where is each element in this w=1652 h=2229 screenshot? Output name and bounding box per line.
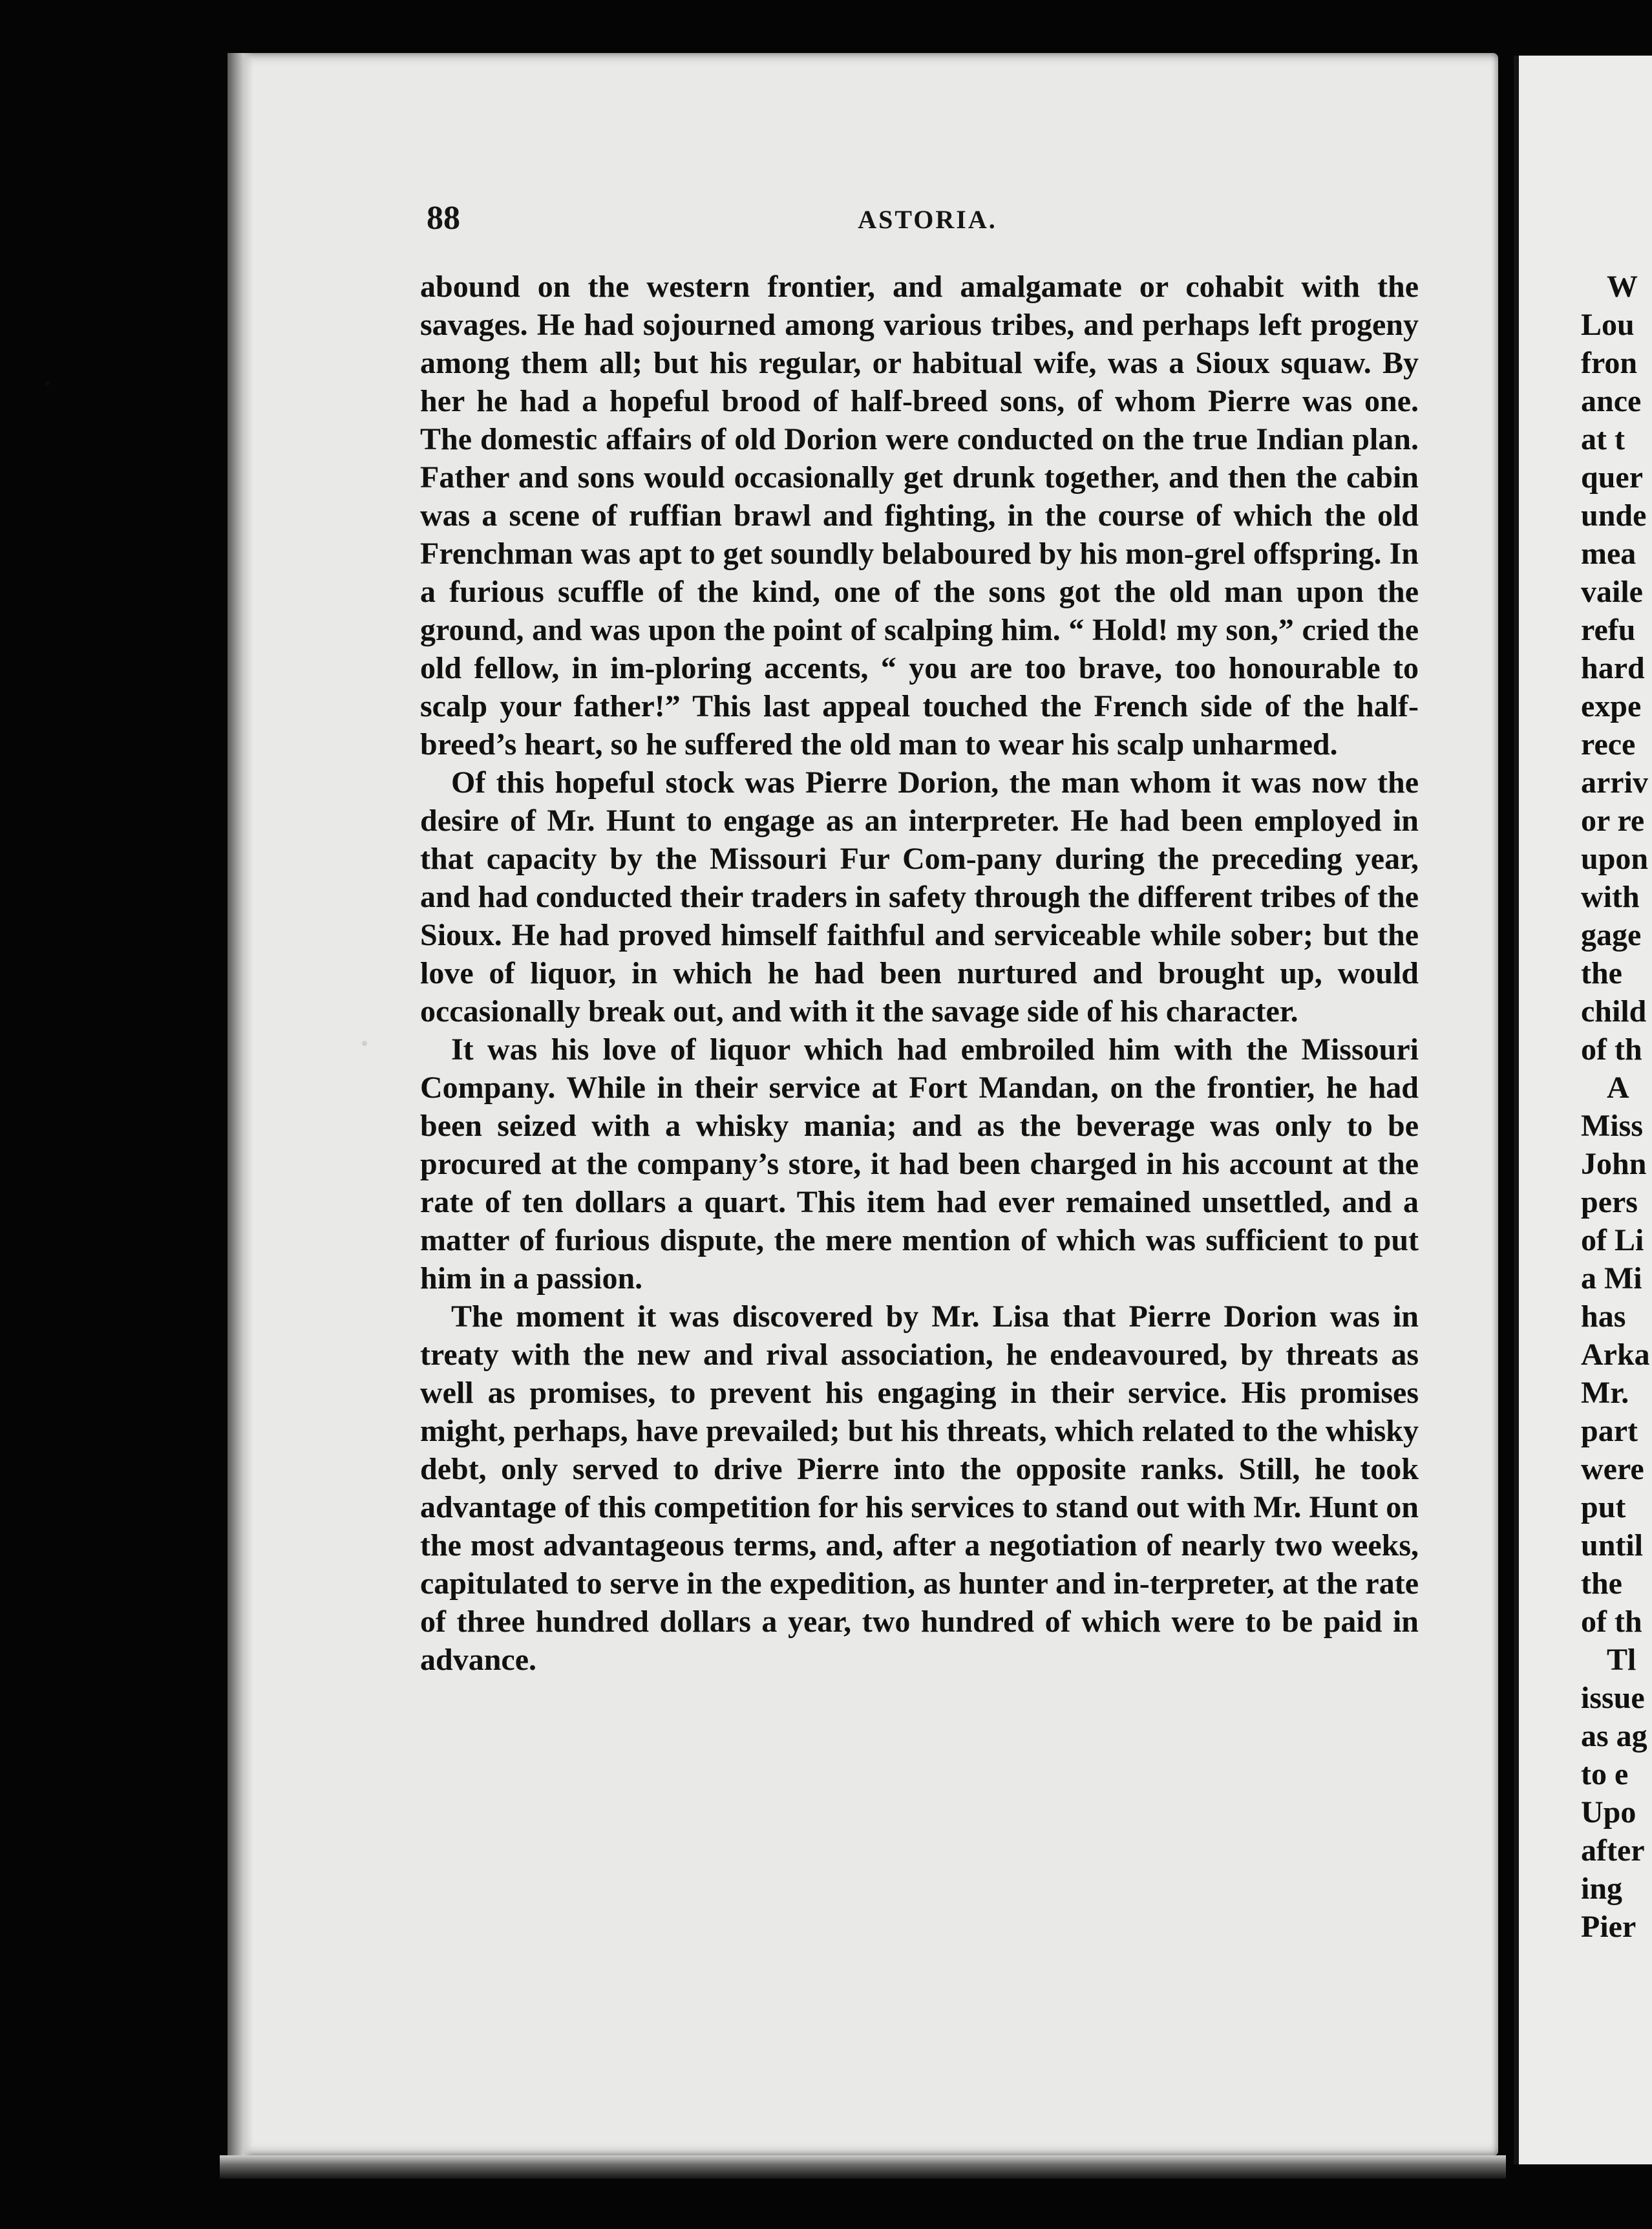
fragment-line: pers	[1581, 1185, 1638, 1219]
fragment-line: expe	[1581, 689, 1642, 723]
fragment-line: Lou	[1581, 308, 1635, 342]
paragraph-2: Of this hopeful stock was Pierre Dorion, the man whom it was now the desire of Mr. Hunt to engage as an interpreter. He had been employed in that capacity by the Missouri Fur Com-pany during the preceding year, and had conducted their traders in safety through the different tribes of the Sioux. He had proved himself faithful and serviceable while sober; but the love of liquor, in which he had been nurtured and brought up, would occasionally break out, and with it the savage side of his character.	[420, 765, 1419, 1029]
fragment-line: fron	[1581, 346, 1638, 380]
fragment-line: Pier	[1581, 1910, 1636, 1944]
fragment-line: unde	[1581, 498, 1647, 533]
fragment-line: hard	[1581, 651, 1645, 685]
fragment-line: until	[1581, 1528, 1644, 1562]
ink-speck	[362, 1041, 367, 1046]
fragment-line: mea	[1581, 537, 1636, 571]
right-page-text-fragments	[1581, 268, 1652, 1946]
fragment-line: Arka	[1581, 1338, 1650, 1372]
fragment-line: of th	[1581, 1032, 1642, 1067]
fragment-line: to e	[1581, 1757, 1629, 1791]
running-title: ASTORIA.	[858, 205, 997, 234]
fragment-line: John	[1581, 1147, 1647, 1181]
fragment-line: a Mi	[1581, 1261, 1642, 1296]
fragment-line: as ag	[1581, 1719, 1647, 1753]
fragment-line: A	[1607, 1071, 1629, 1105]
fragment-line: vaile	[1581, 575, 1643, 609]
fragment-line: child	[1581, 994, 1647, 1029]
fragment-line: ing	[1581, 1872, 1623, 1906]
fragment-line: Mr.	[1581, 1376, 1629, 1410]
paragraph-4: The moment it was discovered by Mr. Lisa that Pierre Dorion was in treaty with the new and rival association, he endeavoured, by threats as well as promises, to prevent his engaging in their service. His promises might, perhaps, have prevailed; but his threats, which related to the whisky debt, only served to drive Pierre into the opposite ranks. Still, he took advantage of this competition for his services to stand out with Mr. Hunt on the most advantageous terms, and, after a negotiation of nearly two weeks, capitulated to serve in the expedition, as hunter and in-terpreter, at the rate of three hundred dollars a year, two hundred of which were to be paid in advance.	[420, 1299, 1419, 1677]
paragraph-3: It was his love of liquor which had embroiled him with the Missouri Company. While in their service at Fort Mandan, on the frontier, he had been seized with a whisky mania; and as the beverage was only to be procured at the company’s store, it had been charged in his account at the rate of ten dollars a quart. This item had ever remained unsettled, and a matter of furious dispute, the mere mention of which was sufficient to put him in a passion.	[420, 1032, 1419, 1296]
fragment-line: of Li	[1581, 1223, 1644, 1257]
fragment-line: upon	[1581, 842, 1649, 876]
fragment-line: at t	[1581, 422, 1625, 456]
fragment-line: issue	[1581, 1681, 1645, 1715]
paragraph-1: abound on the western frontier, and amalgamate or cohabit with the savages. He had sojourned among various tribes, and perhaps left progeny among them all; but his regular, or habitual wife, was a Sioux squaw. By her he had a hopeful brood of half-breed sons, of whom Pierre was one. The domestic affairs of old Dorion were conducted on the true Indian plan. Father and sons would occasionally get drunk together, and then the cabin was a scene of ruffian brawl and fighting, in the course of which the old Frenchman was apt to get soundly belaboured by his mon-grel offspring. In a furious scuffle of the kind, one of the sons got the old man upon the ground, and was upon the point of scalping him. “ Hold! my son,” cried the old fellow, in im-ploring accents, “ you are too brave, too honourable to scalp your father!” This last appeal touched the French side of the half-breed’s heart, so he suffered the old man to wear his scalp unharmed.	[420, 270, 1419, 762]
fragment-line: Upo	[1581, 1795, 1636, 1829]
fragment-line: the	[1581, 1566, 1622, 1601]
page-number: 88	[427, 200, 460, 237]
body-text	[420, 268, 1419, 1679]
fragment-line: refu	[1581, 613, 1636, 647]
fragment-line: arriv	[1581, 765, 1648, 800]
fragment-line: Miss	[1581, 1109, 1643, 1143]
fragment-line: Tl	[1607, 1643, 1636, 1677]
fragment-line: W	[1607, 270, 1638, 304]
fragment-line: or re	[1581, 804, 1645, 838]
page-bottom-edge	[220, 2155, 1506, 2179]
fragment-line: with	[1581, 880, 1640, 914]
fragment-line: part	[1581, 1414, 1638, 1448]
fragment-line: rece	[1581, 727, 1636, 762]
fragment-line: were	[1581, 1452, 1644, 1486]
fragment-line: put	[1581, 1490, 1626, 1524]
fragment-line: gage	[1581, 918, 1642, 952]
fragment-line: the	[1581, 956, 1622, 990]
running-head	[427, 199, 1428, 244]
fragment-line: after	[1581, 1833, 1645, 1868]
fragment-line: ance	[1581, 384, 1642, 418]
fragment-line: has	[1581, 1299, 1626, 1334]
fragment-line: quer	[1581, 460, 1643, 495]
ink-speck	[45, 381, 49, 385]
fragment-line: of th	[1581, 1605, 1642, 1639]
